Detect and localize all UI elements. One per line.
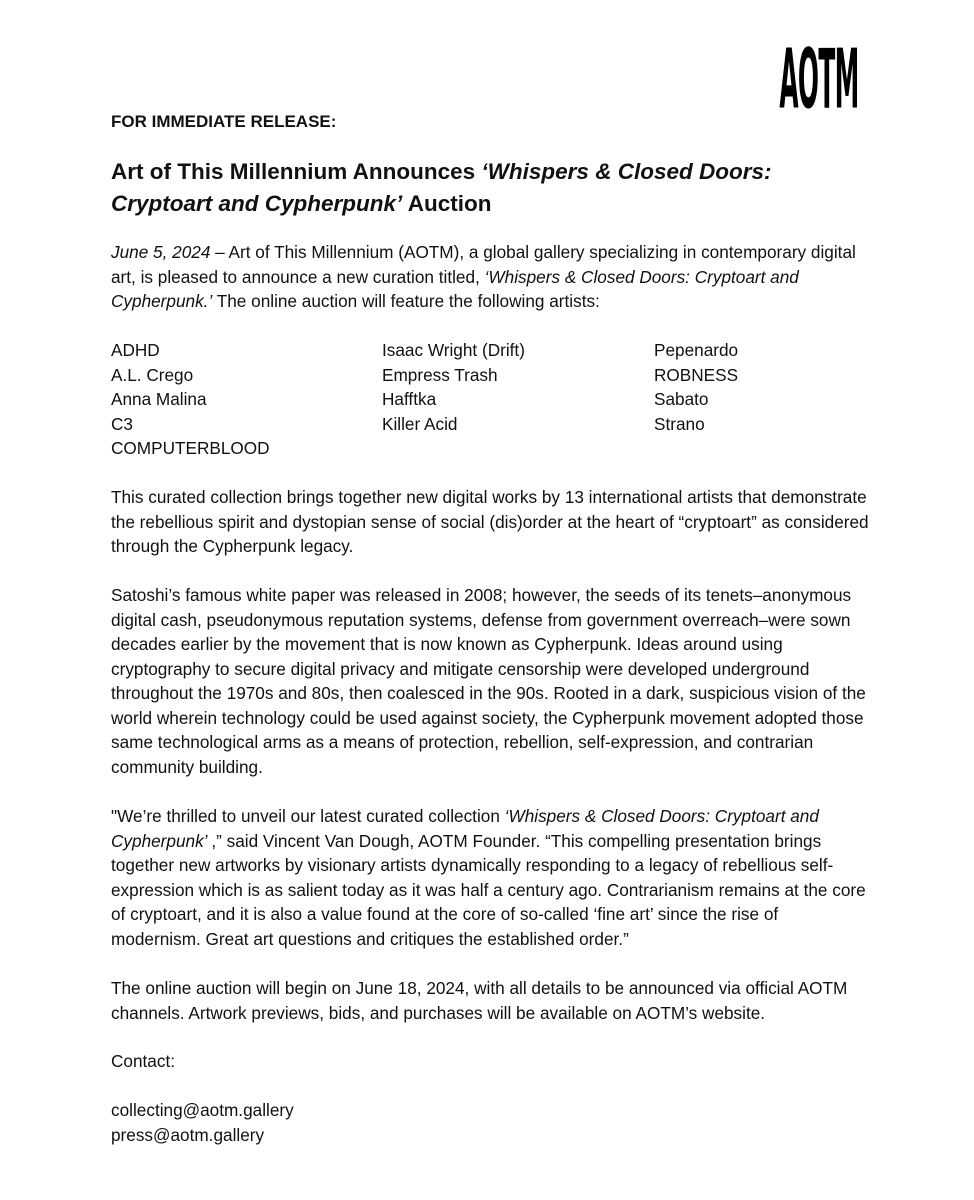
artist-name: Strano [654,413,705,434]
release-date: June 5, 2024 [111,242,211,262]
quote-rest: ,” said Vincent Van Dough, AOTM Founder. “This compelling presentation brings together new artworks by visionary artists dynamically responding to a legacy of rebellious self-expression which is as salient today as it was half a century ago. Contrarianism remains at the core of cryptoart, and it is also a value found at the core of so-called ‘fine art’ since the rise of modernism. Great art questions and critiques the established order.” [111,830,866,949]
artist-name: Pepenardo [654,340,739,360]
intro-paragraph [111,240,871,314]
headline-part1: Art of This Millennium Announces [111,159,482,184]
headline [111,156,831,220]
artist-name: ROBNESS [654,364,739,385]
artist-name: Isaac Wright (Drift) [382,340,525,360]
aotm-logo-text: AOTM [779,33,859,129]
contact-label: Contact: [111,1051,176,1071]
artist-name: Hafftka [382,389,437,409]
intro-title: ‘Whispers & Closed Doors: Cryptoart and Cypherpunk.’ [111,266,799,311]
quote-title: ‘Whispers & Closed Doors: Cryptoart and Cypherpunk’ [111,806,819,851]
headline-title: ‘Whispers & Closed Doors: Cryptoart and Cypherpunk’ [111,159,772,216]
quote-open: "We’re thrilled to unveil our latest curated collection [111,806,505,826]
headline-part2: Auction [402,191,492,216]
artist-name: Empress Trash [382,364,498,385]
artist-column-3 [654,338,738,436]
artist-name: Anna Malina [111,389,207,409]
paragraph-quote [111,804,871,951]
contact-email-collecting[interactable]: collecting@aotm.gallery [111,1100,294,1120]
aotm-logo [778,33,860,129]
paragraph-auction-details: The online auction will begin on June 18, 2024, with all details to be announced via official AOTM channels. Artwork previews, bids, and purchases will be available on AOTM’s website. [111,978,848,1023]
artist-name: Sabato [654,389,709,409]
artist-column-1 [111,338,270,461]
artist-name: ADHD [111,340,160,360]
intro-text-2: The online auction will feature the following artists: [212,291,600,311]
artist-name: COMPUTERBLOOD [111,438,270,458]
artist-name: C3 [111,413,133,434]
artist-column-2 [382,338,525,436]
paragraph-history: Satoshi’s famous white paper was released in 2008; however, the seeds of its tenets–anonymous digital cash, pseudonymous reputation systems, defense from government overreach–were sown decades earlier by the movement that is now known as Cypherpunk. Ideas around using cryptography to secure digital privacy and mitigate censorship were developed underground throughout the 1970s and 80s, then coalesced in the 90s. Rooted in a dark, suspicious vision of the world wherein technology could be used against society, the Cypherpunk movement adopted those same technological arms as a means of protection, rebellion, self-expression, and contrarian community building. [111,585,866,777]
paragraph-collection: This curated collection brings together new digital works by 13 international artists that demonstrate the rebellious spirit and dystopian sense of social (dis)order at the heart of “cryptoart” as considered through the Cypherpunk legacy. [111,487,869,556]
intro-text-1: – Art of This Millennium (AOTM), a global gallery specializing in contemporary digital art, is pleased to announce a new curation titled, [111,242,856,287]
contact-emails [111,1098,871,1147]
release-label: FOR IMMEDIATE RELEASE: [111,112,337,131]
artist-name: A.L. Crego [111,364,194,385]
artist-name: Killer Acid [382,413,458,434]
contact-email-press[interactable]: press@aotm.gallery [111,1124,265,1145]
